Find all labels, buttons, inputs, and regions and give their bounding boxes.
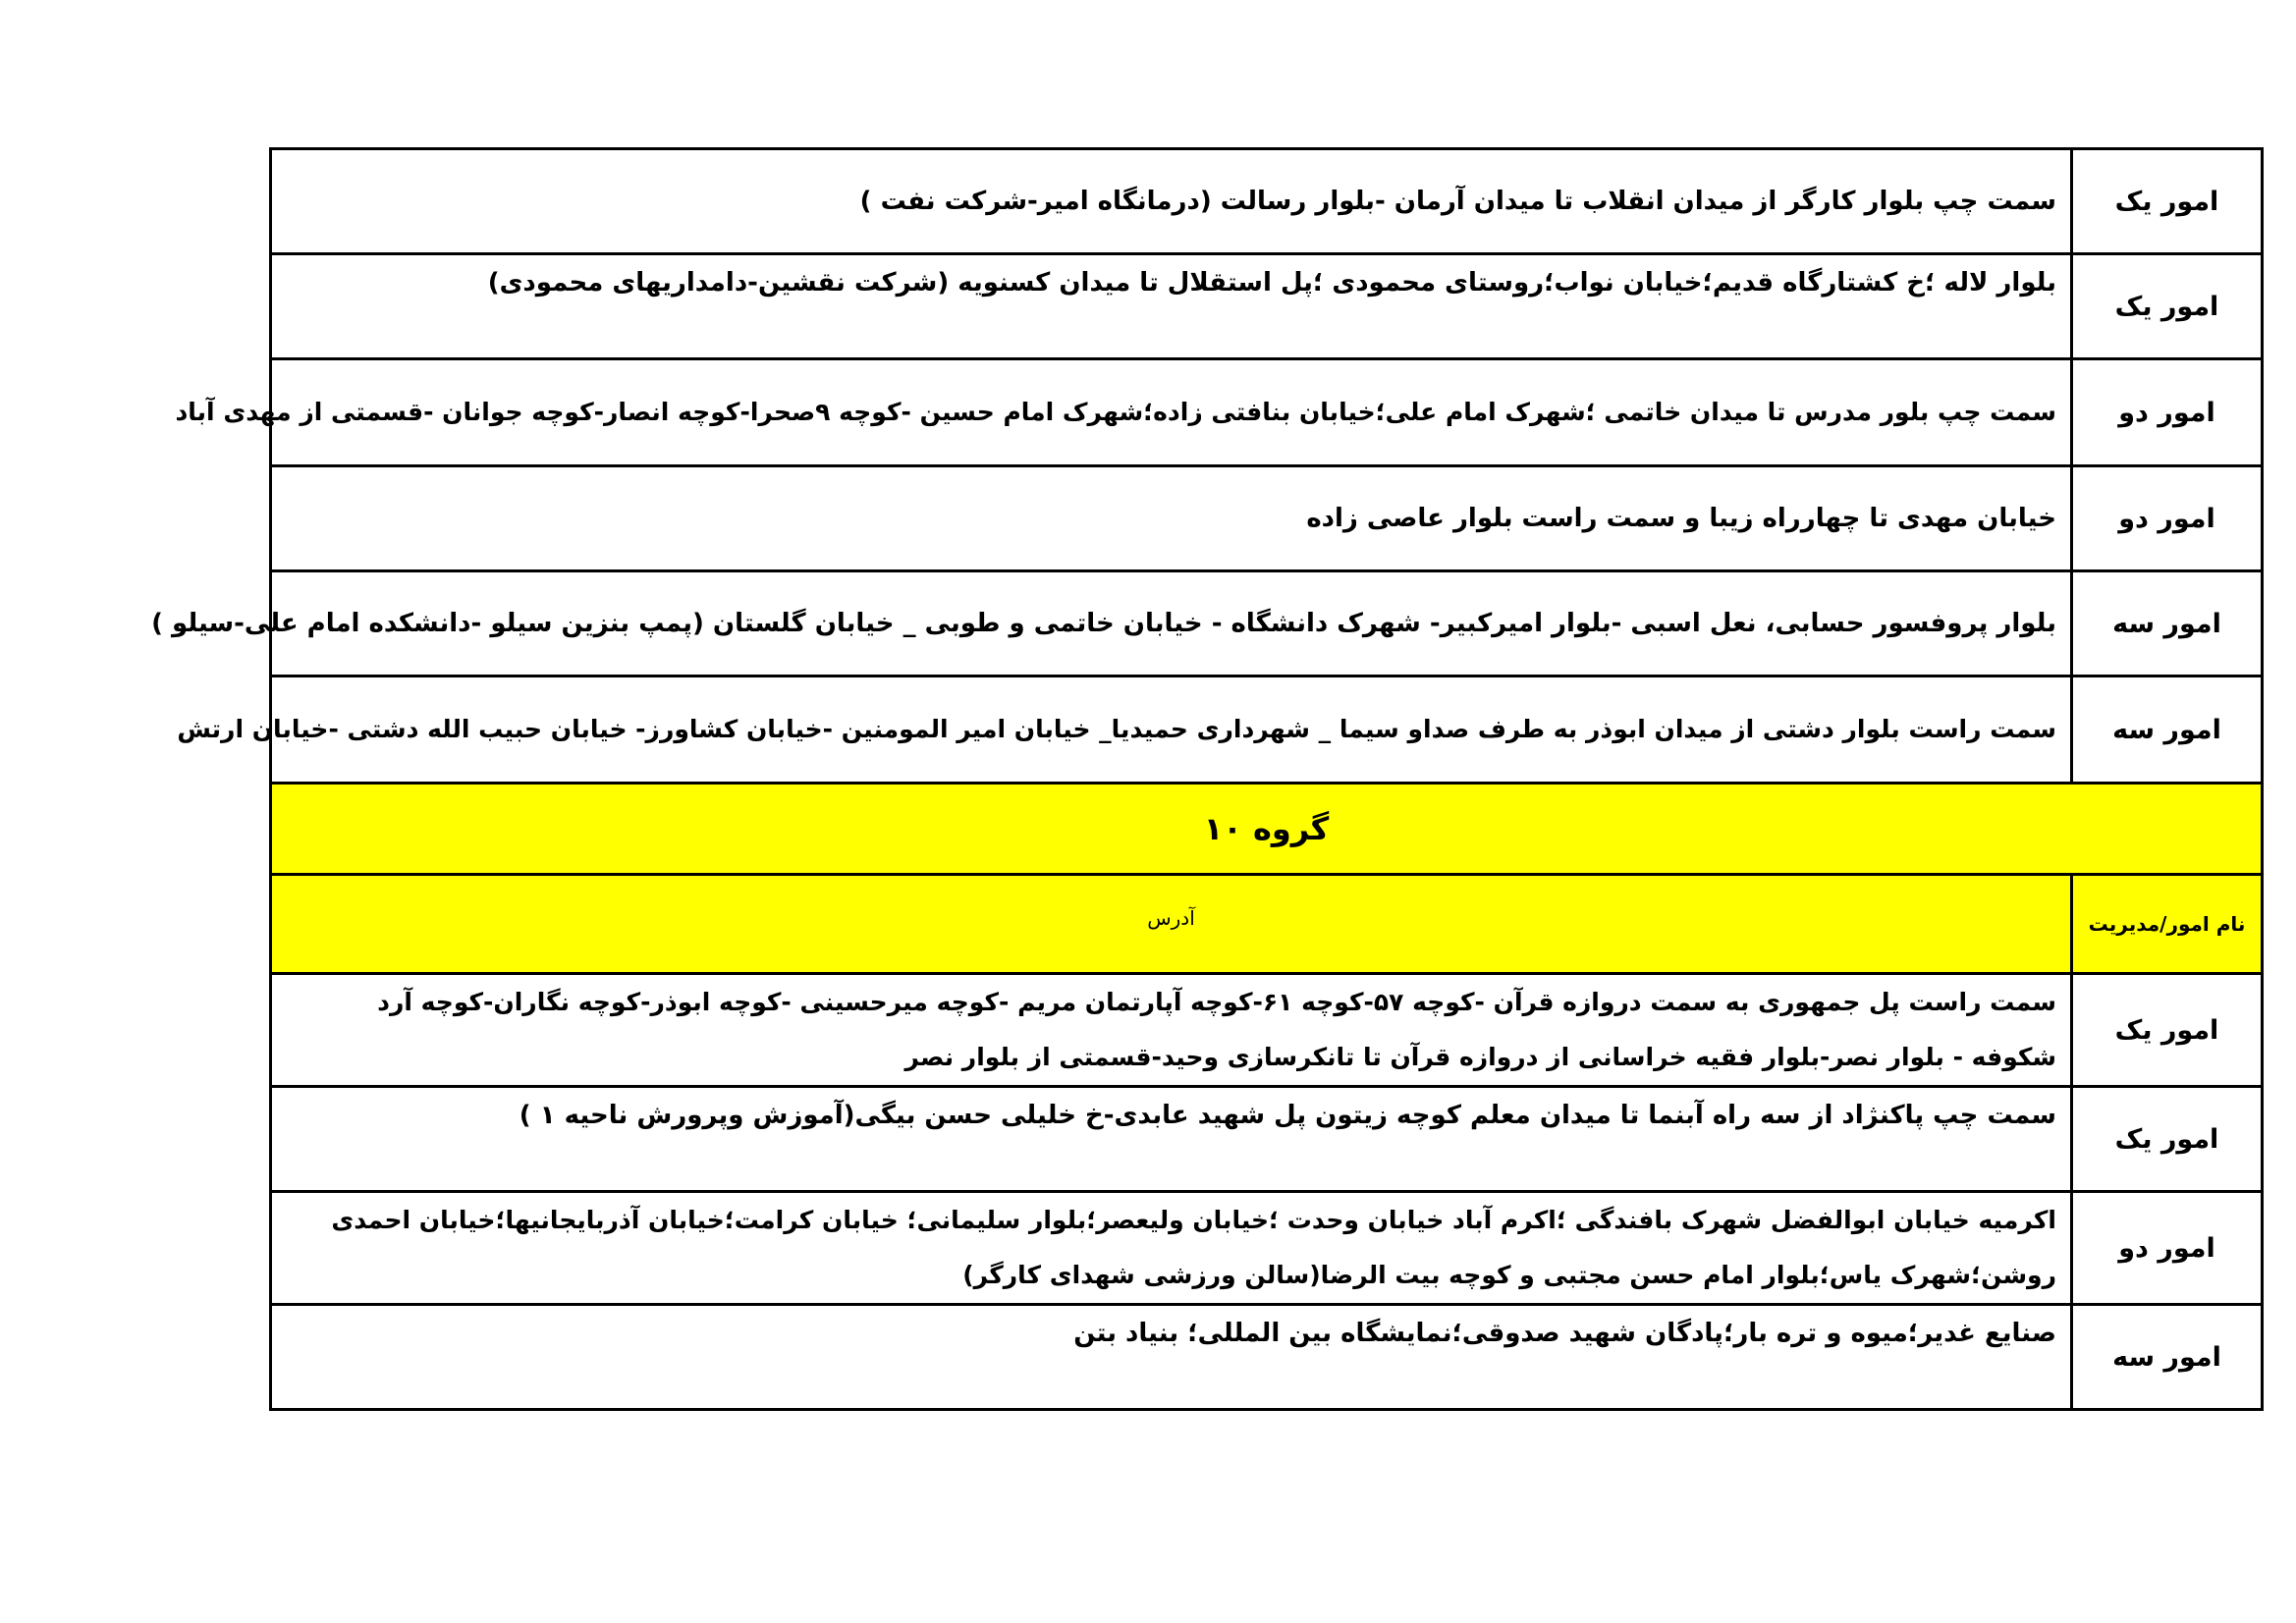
unit-cell: امور دو: [2072, 359, 2263, 466]
address-cell: بلوار پروفسور حسابی، نعل اسبی -بلوار امیرکبیر- شهرک دانشگاه - خیابان خاتمی و طوبی _ خیابان گلستان (پمپ بنزین سیلو -دانشکده امام علی-سیلو ): [271, 571, 2072, 676]
column-header-row: [271, 875, 2263, 974]
unit-cell: امور دو: [2072, 466, 2263, 571]
address-cell: اکرمیه خیابان ابوالفضل شهرک بافندگی ؛اکرم آباد خیابان وحدت ؛خیابان ولیعصر؛بلوار سلیمانی؛ خیابان کرامت؛خیابان آذربایجانیها؛خیابان احمدی روشن؛شهرک یاس؛بلوار امام حسن مجتبی و کوچه بیت الرضا(سالن ورزشی شهدای کارگر): [271, 1192, 2072, 1305]
table-row: [271, 974, 2263, 1087]
unit-cell: امور یک: [2072, 254, 2263, 359]
table-row: [271, 466, 2263, 571]
table-row: [271, 1305, 2263, 1410]
group-header-row: [271, 784, 2263, 875]
unit-cell: امور یک: [2072, 1087, 2263, 1192]
table-row: [271, 359, 2263, 466]
address-cell: سمت چپ بلور مدرس تا میدان خاتمی ؛شهرک امام علی؛خیابان بنافتی زاده؛شهرک امام حسین -کوچه ۹صحرا-کوچه انصار-کوچه جوانان -قسمتی از مهدی آباد: [271, 359, 2072, 466]
unit-cell: امور سه: [2072, 676, 2263, 784]
unit-column-header: نام امور/مدیریت: [2072, 875, 2263, 974]
table-row: [271, 149, 2263, 254]
unit-cell: امور یک: [2072, 149, 2263, 254]
address-cell: سمت راست بلوار دشتی از میدان ابوذر به طرف صداو سیما _ شهرداری حمیدیا_ خیابان امیر المومنین -خیابان کشاورز- خیابان حبیب الله دشتی -خیابان ارتش: [271, 676, 2072, 784]
table-row: [271, 1087, 2263, 1192]
unit-cell: امور سه: [2072, 571, 2263, 676]
unit-cell: امور دو: [2072, 1192, 2263, 1305]
table-row: [271, 1192, 2263, 1305]
address-cell: خیابان مهدی تا چهارراه زیبا و سمت راست بلوار عاصی زاده: [271, 466, 2072, 571]
group-title: گروه ۱۰: [271, 784, 2263, 875]
table-row: [271, 676, 2263, 784]
address-column-header: آدرس: [271, 875, 2072, 974]
unit-cell: امور یک: [2072, 974, 2263, 1087]
address-cell: سمت چپ بلوار کارگر از میدان انقلاب تا میدان آرمان -بلوار رسالت (درمانگاه امیر-شرکت نفت ): [271, 149, 2072, 254]
table-row: [271, 254, 2263, 359]
unit-cell: امور سه: [2072, 1305, 2263, 1410]
address-cell: سمت چپ پاکنژاد از سه راه آبنما تا میدان معلم کوچه زیتون پل شهید عابدی-خ خلیلی حسن بیگی(آموزش وپرورش ناحیه ۱ ): [271, 1087, 2072, 1192]
address-table: [151, 147, 2264, 1411]
address-cell: سمت راست پل جمهوری به سمت دروازه قرآن -کوچه ۵۷-کوچه ۶۱-کوچه آپارتمان مریم -کوچه میرحسینی -کوچه ابوذر-کوچه نگاران-کوچه آرد شکوفه - بلوار نصر-بلوار فقیه خراسانی از دروازه قرآن تا تانکرسازی وحید-قسمتی از بلوار نصر: [271, 974, 2072, 1087]
table-row: [271, 571, 2263, 676]
address-cell: صنایع غدیر؛میوه و تره بار؛پادگان شهید صدوقی؛نمایشگاه بین المللی؛ بنیاد بتن: [271, 1305, 2072, 1410]
address-cell: بلوار لاله ؛خ کشتارگاه قدیم؛خیابان نواب؛روستای محمودی ؛پل استقلال تا میدان کسنویه (شرکت نقشین-دامداریهای محمودی): [271, 254, 2072, 359]
